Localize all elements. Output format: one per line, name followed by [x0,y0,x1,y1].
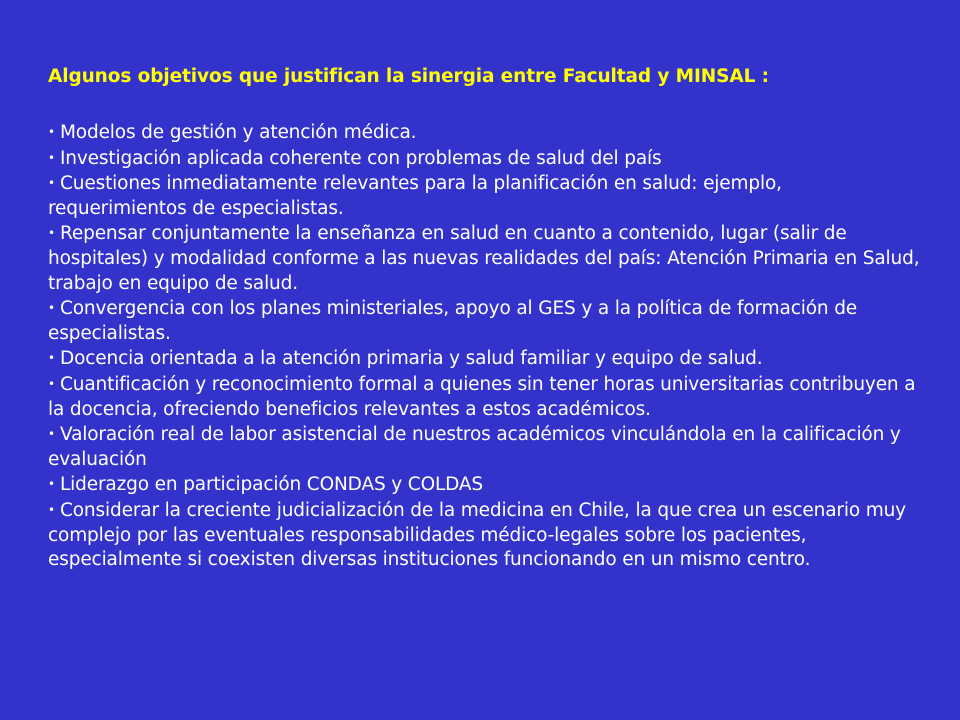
bullet-dot-icon: • [48,351,55,366]
bullet-dot-icon: • [48,301,55,316]
bullet-item [48,296,920,346]
bullet-item [48,346,920,372]
bullet-dot-icon: • [48,125,55,139]
bullet-text: Cuestiones inmediatamente relevantes para la planificación en salud: ejemplo, requerimientos de especialistas. [48,173,782,219]
bullet-dot-icon: • [48,150,55,165]
bullet-item [48,472,920,498]
bullet-text: Modelos de gestión y atención médica. [60,122,417,143]
bullet-item [48,146,920,172]
bullet-list [48,120,920,573]
bullet-item [48,498,920,573]
bullet-dot-icon: • [48,226,55,241]
bullet-text: Repensar conjuntamente la enseñanza en salud en cuanto a contenido, lugar (salir de hospitales) y modalidad conforme a las nuevas realidades del país: Atención Primaria en Salud, trabajo en equipo de salud. [48,223,920,294]
bullet-dot-icon: • [48,176,55,191]
bullet-text: Considerar la creciente judicialización de la medicina en Chile, la que crea un escenario muy complejo por las eventuales responsabilidades médico-legales sobre los pacientes, especialmente si coexisten diversas instituciones funcionando en un mismo centro. [48,499,906,571]
bullet-text: Valoración real de labor asistencial de nuestros académicos vinculándola en la calificación y evaluación [48,424,901,470]
bullet-item [48,422,920,472]
bullet-text: Investigación aplicada coherente con problemas de salud del país [60,147,662,169]
bullet-text: Docencia orientada a la atención primaria y salud familiar y equipo de salud. [60,348,763,370]
bullet-item [48,120,920,146]
slide-title: Algunos objetivos que justifican la sinergia entre Facultad y MINSAL : [48,66,769,87]
bullet-text: Cuantificación y reconocimiento formal a quienes sin tener horas universitarias contribuyen a la docencia, ofreciendo beneficios relevantes a estos académicos. [48,373,916,420]
bullet-text: Convergencia con los planes ministeriales, apoyo al GES y a la política de formación de especialistas. [48,298,858,344]
bullet-dot-icon: • [48,427,55,442]
bullet-dot-icon: • [48,376,55,391]
bullet-item [48,372,920,422]
bullet-item [48,171,920,221]
bullet-item [48,221,920,296]
bullet-dot-icon: • [48,502,55,517]
bullet-text: Liderazgo en participación CONDAS y COLDAS [60,474,484,496]
bullet-dot-icon: • [48,477,55,492]
